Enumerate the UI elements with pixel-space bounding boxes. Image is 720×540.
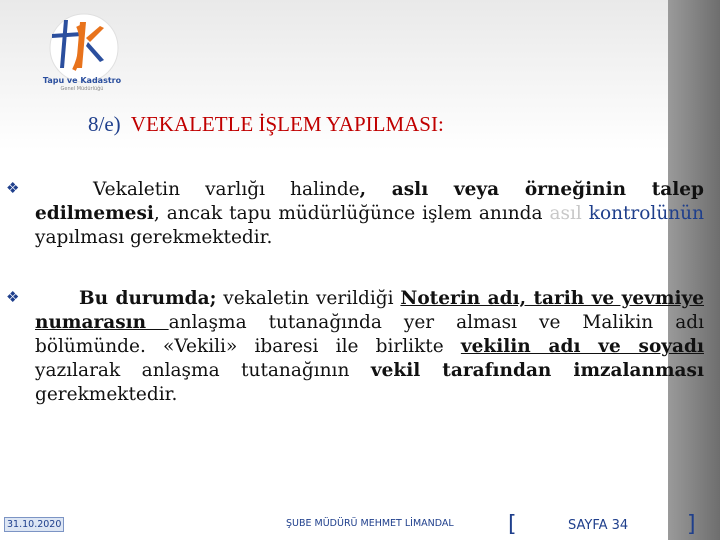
p2-seg5: vekilin adı ve soyadı xyxy=(460,336,704,357)
p1-seg3: , ancak tapu müdürlüğünce işlem anında xyxy=(153,203,550,224)
p1-seg4: asıl xyxy=(549,203,582,224)
diamond-bullet-icon: ❖ xyxy=(6,179,20,197)
p2-seg4: anlaşma tutanağında yer alması ve Malikin adı bölümünde. «Vekili» ibaresi ile birlikte xyxy=(35,312,704,357)
diamond-bullet-icon: ❖ xyxy=(6,288,20,306)
paragraph-2 xyxy=(35,287,704,407)
p2-seg6: yazılarak anlaşma tutanağının xyxy=(35,360,371,381)
footer-date: 31.10.2020 xyxy=(4,517,64,532)
logo-line1: Tapu ve Kadastro xyxy=(42,76,122,85)
logo-line2: Genel Müdürlüğü xyxy=(60,86,104,92)
p2-seg7: vekil tarafından imzalanması xyxy=(370,360,704,381)
page-title xyxy=(88,112,444,137)
p2-seg2: vekaletin verildiği xyxy=(216,288,401,309)
p1-seg6: yapılması gerekmektedir. xyxy=(35,227,273,248)
p2-seg8: gerekmektedir. xyxy=(35,384,178,405)
footer-author: ŞUBE MÜDÜRÜ MEHMET LİMANDAL xyxy=(286,518,454,529)
title-number: 8/e) xyxy=(88,112,121,136)
p2-seg1: Bu durumda; xyxy=(79,288,217,309)
left-bracket-icon: [ xyxy=(508,512,517,537)
p2-seg3: Noterin adı, tarih ve yevmiye numarasın xyxy=(35,288,704,333)
title-text: VEKALETLE İŞLEM YAPILMASI: xyxy=(130,112,444,136)
logo-caption xyxy=(34,76,130,93)
footer-page-number: SAYFA 34 xyxy=(568,518,629,533)
p1-seg5: kontrolünün xyxy=(581,203,704,224)
paragraph-1 xyxy=(35,178,704,250)
right-bracket-icon: ] xyxy=(687,512,696,537)
right-side-band xyxy=(668,0,720,540)
p1-seg2: , aslı veya örneğinin talep edilmemesi xyxy=(35,179,704,224)
p1-seg1: Vekaletin varlığı halinde xyxy=(93,179,360,200)
